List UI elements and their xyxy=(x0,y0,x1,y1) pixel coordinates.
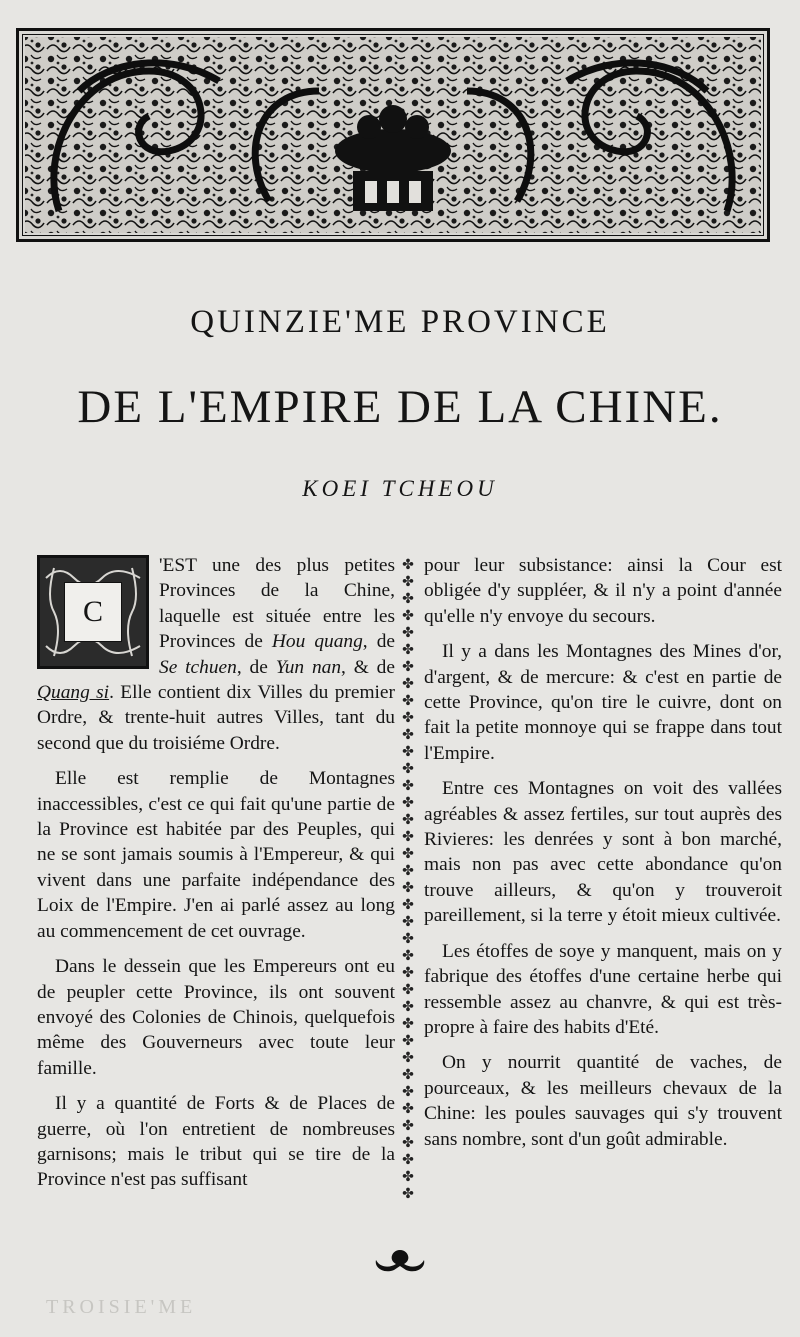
dropcap-ornament xyxy=(37,555,149,669)
divider-ornament-icon: ✤ xyxy=(402,625,414,641)
left-column xyxy=(37,553,395,1203)
divider-ornament-icon: ✤ xyxy=(402,829,414,845)
paragraph: Il y a dans les Montagnes des Mines d'or, d'argent, & de mercure: & c'est en partie de cette Province, qu'on tire le cuivre, dont on fait la petite monnoye qui se frappe dans tout l'Empire. xyxy=(424,641,782,764)
paragraph: Entre ces Montagnes on voit des vallées agréables & assez fertiles, sur tout auprès des Rivieres: les denrées y sont à bon marché, mais non pas avec cette abondance qu'on trouve ailleurs, & qu'on y trouveroit pareillement, si la terre y étoit mieux cultivée. xyxy=(424,778,782,927)
place-name: Yun nan xyxy=(275,656,342,678)
paragraph: On y nourrit quantité de vaches, de pourceaux, & les meilleurs chevaux de la Chine: les poules sauvages qui s'y trouvent sans nombre, sont d'un goût admirable. xyxy=(424,1052,782,1150)
right-column xyxy=(424,553,782,1162)
divider-ornament-icon: ✤ xyxy=(402,965,414,981)
divider-ornament-icon: ✤ xyxy=(402,659,414,675)
divider-ornament-icon: ✤ xyxy=(402,557,414,573)
divider-ornament-icon: ✤ xyxy=(402,574,414,590)
province-subtitle: KOEI TCHEOU xyxy=(302,476,498,501)
divider-ornament-icon: ✤ xyxy=(402,727,414,743)
divider-ornament-icon: ✤ xyxy=(402,1016,414,1032)
divider-ornament-icon: ✤ xyxy=(402,1169,414,1185)
divider-ornament-icon: ✤ xyxy=(402,1118,414,1134)
paragraph: Elle est remplie de Montagnes inaccessibles, c'est ce qui fait qu'une partie de la Province est habitée par des Peuples, qui ne se sont jamais soumis à l'Empereur, & qui vivent dans une parfaite indépendance des Loix de l'Empire. J'en ai parlé assez au long au commencement de cet ouvrage. xyxy=(37,768,395,942)
text-run: 'EST une des plus petites Provinces de la Chine, laquelle est située entre les Provinces de xyxy=(159,555,395,653)
divider-ornament-icon: ✤ xyxy=(402,1186,414,1202)
column-divider-ornament xyxy=(397,557,419,1207)
divider-ornament-icon: ✤ xyxy=(402,1084,414,1100)
divider-ornament-icon: ✤ xyxy=(402,591,414,607)
divider-ornament-icon: ✤ xyxy=(402,1152,414,1168)
divider-ornament-icon: ✤ xyxy=(402,778,414,794)
paragraph: pour leur subsistance: ainsi la Cour est obligée d'y suppléer, & il n'y a point d'année qu'elle n'y envoye du secours. xyxy=(424,555,782,627)
divider-ornament-icon: ✤ xyxy=(402,880,414,896)
divider-ornament-icon: ✤ xyxy=(402,795,414,811)
divider-ornament-icon: ✤ xyxy=(402,1101,414,1117)
text-run: , de xyxy=(362,631,395,653)
divider-ornament-icon: ✤ xyxy=(402,812,414,828)
paragraph: Les étoffes de soye y manquent, mais on y fabrique des étoffes d'une certaine herbe qui ressemble assez au chanvre, & qui est très-propre à faire des habits d'Eté. xyxy=(424,940,782,1038)
divider-ornament-icon: ✤ xyxy=(402,1050,414,1066)
place-name: Hou quang xyxy=(271,631,363,653)
text-run: . Elle contient dix Villes du premier Ordre, & trente-huit autres Villes, tant du second que du troisiéme Ordre. xyxy=(37,682,395,754)
divider-ornament-icon: ✤ xyxy=(402,1033,414,1049)
divider-ornament-icon: ✤ xyxy=(402,931,414,947)
paragraph xyxy=(37,553,395,756)
page-title-line1: QUINZIE'ME PROVINCE xyxy=(190,304,610,340)
divider-ornament-icon: ✤ xyxy=(402,676,414,692)
divider-ornament-icon: ✤ xyxy=(402,693,414,709)
divider-ornament-icon: ✤ xyxy=(402,710,414,726)
divider-ornament-icon: ✤ xyxy=(402,948,414,964)
divider-ornament-icon: ✤ xyxy=(402,914,414,930)
paragraph: Dans le dessein que les Empereurs ont eu de peupler cette Province, ils ont souvent envoyé des Colonies de Chinois, quelquefois même des Gouverneurs avec toute leur famille. xyxy=(37,956,395,1079)
divider-ornament-icon: ✤ xyxy=(402,846,414,862)
place-name: Se tchuen xyxy=(159,656,237,678)
floral-ornament-icon xyxy=(19,31,767,239)
divider-ornament-icon: ✤ xyxy=(402,642,414,658)
dropcap-letter: C xyxy=(64,582,122,642)
paragraph: Il y a quantité de Forts & de Places de guerre, où l'on entretient de nombreuses garnisons; mais le tribut qui se tire de la Province n'est pas suffisant xyxy=(37,1093,395,1191)
divider-ornament-icon: ✤ xyxy=(402,1067,414,1083)
tailpiece-flourish-icon xyxy=(370,1246,430,1276)
text-run: , & de xyxy=(341,656,395,678)
text-run: , de xyxy=(236,656,276,678)
divider-ornament-icon: ✤ xyxy=(402,999,414,1015)
divider-ornament-icon: ✤ xyxy=(402,1135,414,1151)
bleed-through-text: TROISIE'ME xyxy=(46,1296,197,1318)
divider-ornament-icon: ✤ xyxy=(402,897,414,913)
divider-ornament-icon: ✤ xyxy=(402,761,414,777)
place-name: Quang si xyxy=(37,682,110,704)
divider-ornament-icon: ✤ xyxy=(402,982,414,998)
divider-ornament-icon: ✤ xyxy=(402,744,414,760)
page-title-line2: DE L'EMPIRE DE LA CHINE. xyxy=(77,381,723,433)
divider-ornament-icon: ✤ xyxy=(402,863,414,879)
ornamental-headpiece xyxy=(16,28,770,242)
divider-ornament-icon: ✤ xyxy=(402,608,414,624)
